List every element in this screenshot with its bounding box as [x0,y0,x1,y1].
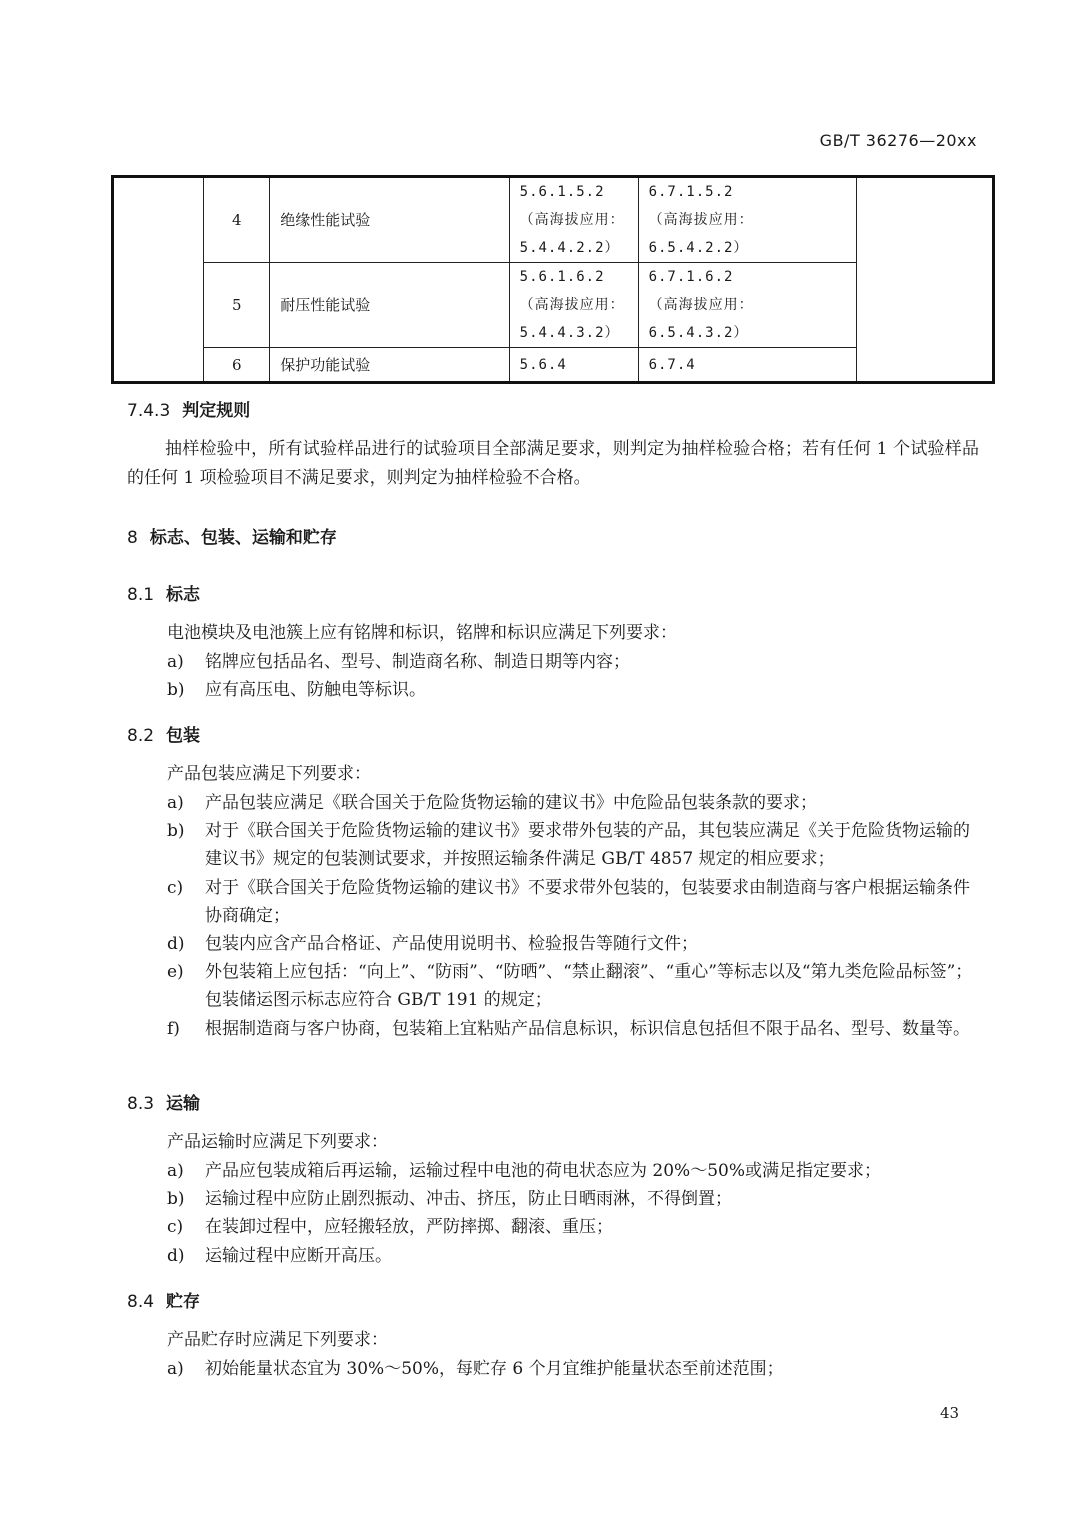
list-item: e) 外包装箱上应包括：“向上”、“防雨”、“防晒”、“禁止翻滚”、“重心”等标志以及“第九类危险品标签”；包装储运图示标志应符合 GB/T 191 的规定； [167,962,973,1010]
list-item: b) 应有高压电、防触电等标识。 [167,680,426,700]
standard-code: GB/T 36276—20xx [819,131,977,150]
section-heading-8: 8 标志、包装、运输和贮存 [127,528,337,548]
test-name: 保护功能试验 [270,348,509,383]
requirement-clause: 5.6.1.6.2 （高海拔应用： 5.4.4.3.2） [509,263,638,348]
test-method-clause: 6.7.1.5.2 （高海拔应用：6.5.4.2.2） [638,177,856,263]
table-merged-cell [856,177,993,383]
section-intro: 电池模块及电池簇上应有铭牌和标识，铭牌和标识应满足下列要求： [167,623,677,643]
section-heading-8-2: 8.2 包装 [127,726,201,746]
test-items-table [111,175,995,384]
test-name: 绝缘性能试验 [270,177,509,263]
section-heading-7-4-3: 7.4.3 判定规则 [127,401,251,421]
list-item: a) 产品包装应满足《联合国关于危险货物运输的建议书》中危险品包装条款的要求； [167,793,817,813]
list-item: c) 对于《联合国关于危险货物运输的建议书》不要求带外包装的，包装要求由制造商与客户根据运输条件协商确定； [167,878,970,926]
list-item: a) 产品应包装成箱后再运输，运输过程中电池的荷电状态应为 20%～50%或满足指定要求； [167,1161,881,1181]
list-item: a) 初始能量状态宜为 30%～50%，每贮存 6 个月宜维护能量状态至前述范围； [167,1359,784,1379]
requirement-clause: 5.6.4 [509,348,638,383]
test-method-clause: 6.7.4 [638,348,856,383]
section-intro: 产品运输时应满足下列要求： [167,1132,388,1152]
table-row [113,177,994,263]
table-merged-cell [113,177,204,383]
section-heading-8-4: 8.4 贮存 [127,1292,201,1312]
row-number: 4 [204,177,270,263]
requirement-clause: 5.6.1.5.2 （高海拔应用： 5.4.4.2.2） [509,177,638,263]
list-item: f) 根据制造商与客户协商，包装箱上宜粘贴产品信息标识，标识信息包括但不限于品名、型号、数量等。 [167,1019,970,1039]
list-item: c) 在装卸过程中，应轻搬轻放，严防摔掷、翻滚、重压； [167,1217,613,1237]
row-number: 6 [204,348,270,383]
list-item: b) 对于《联合国关于危险货物运输的建议书》要求带外包装的产品，其包装应满足《关于危险货物运输的建议书》规定的包装测试要求，并按照运输条件满足 GB/T 4857 规定的相应要求； [167,821,970,869]
list-item: d) 包装内应含产品合格证、产品使用说明书、检验报告等随行文件； [167,934,698,954]
section-paragraph: 抽样检验中，所有试验样品进行的试验项目全部满足要求，则判定为抽样检验合格；若有任何 1 个试验样品的任何 1 项检验项目不满足要求，则判定为抽样检验不合格。 [127,439,979,488]
section-intro: 产品贮存时应满足下列要求： [167,1330,388,1350]
test-name: 耐压性能试验 [270,263,509,348]
list-item: d) 运输过程中应断开高压。 [167,1246,392,1266]
section-heading-8-1: 8.1 标志 [127,585,201,605]
section-heading-8-3: 8.3 运输 [127,1094,201,1114]
list-item: b) 运输过程中应防止剧烈振动、冲击、挤压，防止日晒雨淋，不得倒置； [167,1189,732,1209]
list-item: a) 铭牌应包括品名、型号、制造商名称、制造日期等内容； [167,652,630,672]
row-number: 5 [204,263,270,348]
test-method-clause: 6.7.1.6.2 （高海拔应用：6.5.4.3.2） [638,263,856,348]
section-intro: 产品包装应满足下列要求： [167,764,371,784]
page-number: 43 [940,1404,960,1422]
